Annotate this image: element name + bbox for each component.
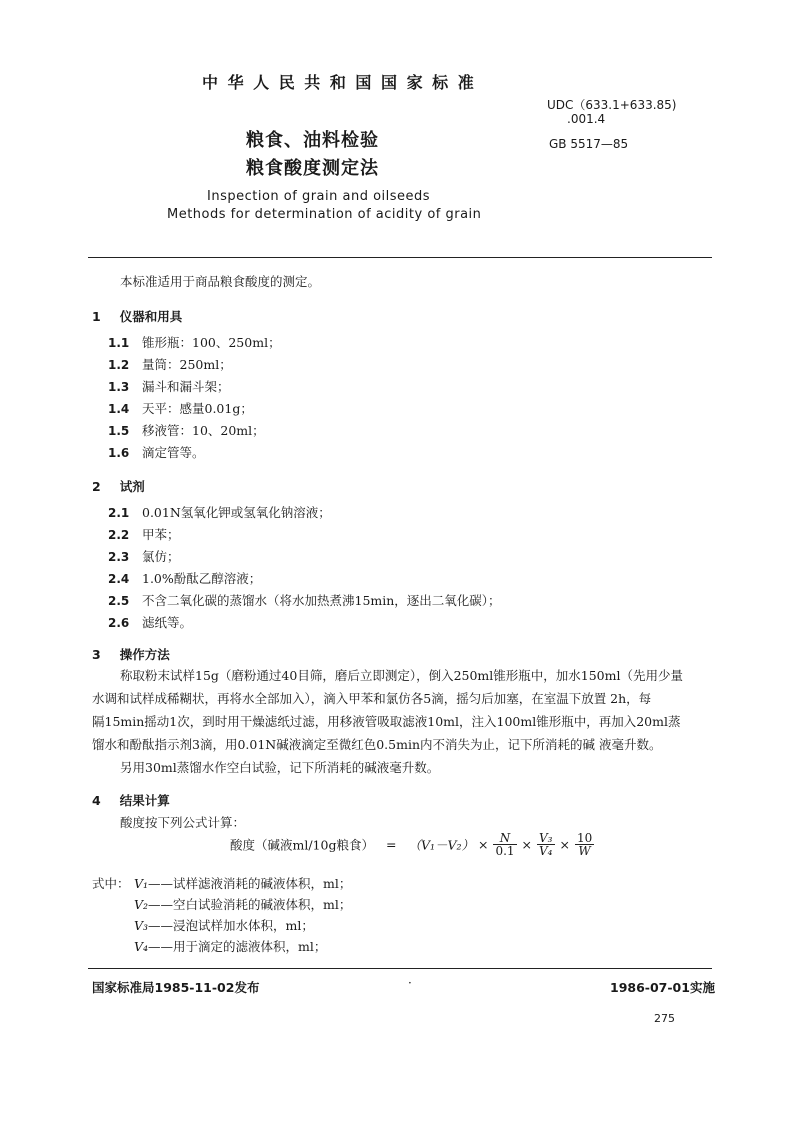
procedure-line: 另用30ml蒸馏水作空白试验，记下所消耗的碱液毫升数。: [120, 760, 440, 775]
fraction-numerator: V₃: [539, 831, 553, 845]
fraction-volume-ratio: [537, 832, 554, 857]
procedure-line: 水调和试样成稀糊状，再将水全部加入），滴入甲苯和氯仿各5滴，摇匀后加塞，在室温下放置 2h，每: [92, 691, 652, 706]
item-text: 滴定管等。: [142, 445, 205, 460]
times-sign: ×: [478, 837, 489, 852]
title-en-line2: Methods for determination of acidity of grain: [167, 207, 482, 222]
item-text: 氯仿；: [142, 549, 180, 564]
footer-rule: [88, 968, 712, 969]
formula-difference: （V₁－V₂）: [408, 837, 475, 853]
fraction-numerator: 10: [576, 831, 593, 845]
item-number: 1.3: [108, 380, 130, 394]
item-number: 2.4: [108, 572, 130, 586]
item-text: 甲苯；: [142, 527, 180, 542]
list-item: [108, 502, 331, 521]
section-number: 3: [92, 647, 101, 662]
item-number: 1.4: [108, 402, 130, 416]
section-4-heading: [92, 790, 170, 809]
udc-code: UDC（633.1+633.85): [547, 98, 677, 112]
scope-statement: 本标准适用于商品粮食酸度的测定。: [120, 274, 321, 289]
acidity-formula: [230, 832, 595, 857]
item-number: 2.3: [108, 550, 130, 564]
section-number: 2: [92, 479, 101, 494]
list-item: [108, 332, 281, 351]
variable-definition: [134, 874, 351, 892]
list-item: [108, 524, 180, 543]
item-number: 1.6: [108, 446, 130, 460]
formula-lhs: 酸度（碱液ml/10g粮食）: [230, 837, 374, 853]
formula-intro: 酸度按下列公式计算：: [120, 815, 246, 830]
udc-code-suffix: .001.4: [567, 112, 606, 126]
item-text: 不含二氧化碳的蒸馏水（将水加热煮沸15min，逐出二氧化碳）；: [142, 593, 501, 608]
list-item: [108, 612, 192, 631]
variable-definition: [134, 916, 314, 934]
variable-definition: [134, 937, 326, 955]
procedure-line: 称取粉末试样15g（磨粉通过40目筛，磨后立即测定），倒入250ml锥形瓶中，加水150ml（先用少量: [120, 668, 683, 683]
section-number: 4: [92, 793, 101, 808]
list-item: [108, 442, 205, 461]
item-number: 2.2: [108, 528, 130, 542]
variable-symbol: V₂: [134, 897, 149, 912]
item-text: 移液管：10、20ml；: [142, 423, 265, 438]
where-label: 式中：: [92, 876, 130, 891]
variable-description: ——浸泡试样加水体积，ml；: [148, 918, 314, 933]
title-cn-line1: 粮食、油料检验: [246, 130, 379, 151]
item-text: 漏斗和漏斗架；: [142, 379, 230, 394]
item-number: 2.5: [108, 594, 130, 608]
gb-number: GB 5517—85: [549, 137, 629, 151]
section-title: 结果计算: [119, 793, 170, 808]
title-cn-line2: 粮食酸度测定法: [246, 158, 379, 179]
times-sign: ×: [559, 837, 570, 852]
formula-equals: =: [385, 837, 397, 852]
item-number: 2.1: [108, 506, 130, 520]
fraction-denominator: W: [578, 844, 591, 858]
page-number: 275: [654, 1012, 675, 1025]
header-rule: [88, 257, 712, 258]
list-item: [108, 376, 230, 395]
section-title: 仪器和用具: [119, 309, 183, 324]
section-title: 试剂: [119, 479, 145, 494]
item-text: 量筒：250ml；: [142, 357, 232, 372]
variable-description: ——试样滤液消耗的碱液体积，ml；: [148, 876, 352, 891]
fraction-mass: [575, 832, 594, 857]
item-text: 锥形瓶：100、250ml；: [142, 335, 281, 350]
variable-symbol: V₁: [134, 876, 149, 891]
section-1-heading: [92, 306, 182, 325]
item-text: 0.01N氢氧化钾或氢氧化钠溶液；: [142, 505, 331, 520]
list-item: [108, 420, 265, 439]
section-3-heading: [92, 644, 170, 663]
list-item: [108, 354, 232, 373]
variable-description: ——用于滴定的滤液体积，ml；: [148, 939, 327, 954]
fraction-numerator: N: [493, 832, 516, 845]
times-sign: ×: [521, 837, 533, 852]
footer-dot: ·: [408, 976, 412, 990]
issuing-authority: 中 华 人 民 共 和 国 国 家 标 准: [202, 73, 476, 92]
fraction-denominator: 0.1: [495, 844, 515, 858]
effective-date: 1986-07-01实施: [610, 980, 715, 995]
list-item: [108, 546, 180, 565]
item-number: 2.6: [108, 616, 130, 630]
issue-date: 国家标准局1985-11-02发布: [92, 980, 260, 995]
item-text: 滤纸等。: [142, 615, 193, 630]
fraction-denominator: V₄: [539, 844, 553, 858]
list-item: [108, 568, 261, 587]
item-number: 1.5: [108, 424, 130, 438]
variable-symbol: V₃: [134, 918, 149, 933]
item-text: 1.0%酚酞乙醇溶液；: [142, 571, 262, 586]
variable-description: ——空白试验消耗的碱液体积，ml；: [148, 897, 352, 912]
item-number: 1.1: [108, 336, 130, 350]
variable-symbol: V₄: [134, 939, 149, 954]
section-title: 操作方法: [119, 647, 170, 662]
item-number: 1.2: [108, 358, 130, 372]
procedure-line: 馏水和酚酞指示剂3滴，用0.01N碱液滴定至微红色0.5min内不消失为止，记下所消耗的碱 液毫升数。: [92, 737, 662, 752]
section-number: 1: [92, 309, 101, 324]
title-en-line1: Inspection of grain and oilseeds: [207, 189, 431, 204]
variable-definition: [134, 895, 351, 913]
item-text: 天平：感量0.01g；: [142, 401, 253, 416]
section-2-heading: [92, 476, 145, 495]
procedure-line: 隔15min摇动1次，到时用干燥滤纸过滤，用移液管吸取滤液10ml，注入100ml锥形瓶中，再加入20ml蒸: [92, 714, 681, 729]
list-item: [108, 398, 253, 417]
list-item: [108, 590, 501, 609]
fraction-normality: [493, 832, 516, 857]
